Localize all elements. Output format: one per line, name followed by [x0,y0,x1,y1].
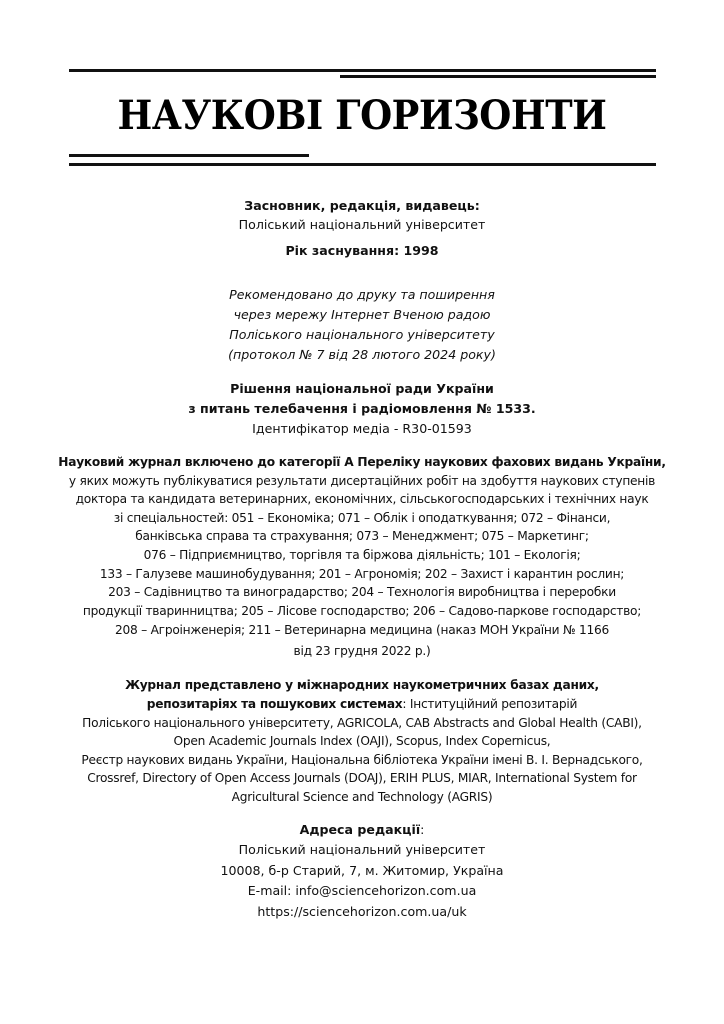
indexing-line: Crossref, Directory of Open Access Journals (DOAJ), ERIH PLUS, MIAR, International System for [87,771,637,786]
council-decision-line: з питань телебачення і радіомовлення № 1533. [188,401,536,416]
recommendation-line: Рекомендовано до друку та поширення [229,287,495,302]
recommendation-line: Поліського національного університету [229,327,495,342]
indexing-heading: Журнал представлено у міжнародних наукометричних базах даних, [125,678,599,693]
indexing-heading-line2 [40,695,684,714]
founder-label: Засновник, редакція, видавець: [244,198,480,213]
header-rule-top-short [340,75,656,78]
header-rule-bottom-long [69,163,656,166]
category-line: банківська справа та страхування; 073 – Менеджмент; 075 – Маркетинг; [135,529,589,544]
address-org: Поліський національний університет [238,842,486,857]
indexing-line: Agricultural Science and Technology (AGRIS) [231,789,493,804]
recommendation-line: через мережу Інтернет Вченою радою [233,307,491,322]
category-line: продукції тваринництва; 205 – Лісове господарство; 206 – Садово-паркове господарство; [82,603,642,618]
indexing-section [40,676,684,806]
address-label-line [40,820,684,841]
address-label-suffix: : [420,821,425,837]
header-rule-bottom-short [69,154,309,157]
address-section [40,820,684,923]
category-line: від 23 грудня 2022 р.) [293,644,431,659]
indexing-line: Реєстр наукових видань України, Національна бібліотека України імені В. І. Вернадського, [81,752,643,767]
category-line: 208 – Агроінженерія; 211 – Ветеринарна медицина (наказ МОН України № 1166 [114,623,610,638]
imprint-page [40,196,684,922]
founder-section [40,196,684,234]
founding-year: Рік заснування: 1998 [285,243,439,258]
category-section [40,453,684,662]
recommendation-section [40,285,684,365]
address-website-link[interactable]: https://sciencehorizon.com.ua/uk [257,903,467,919]
header-rule-top-long [69,69,656,72]
indexing-heading-rest: : Інституційний репозитарій [402,696,578,711]
category-line: 076 – Підприємництво, торгівля та біржова діяльність; 101 – Екологія; [143,547,581,562]
indexing-line: Open Academic Journals Index (OAJI), Scopus, Index Copernicus, [173,734,551,749]
journal-title: НАУКОВІ ГОРИЗОНТИ [117,92,607,139]
category-line: 203 – Садівництво та виноградарство; 204 – Технологія виробництва і переробки [108,585,616,600]
address-email-link[interactable]: E-mail: info@sciencehorizon.com.ua [247,883,477,898]
recommendation-line: (протокол № 7 від 28 лютого 2024 року) [228,347,496,362]
indexing-heading-bold: репозитаріях та пошукових системах [146,696,403,711]
category-line: зі спеціальностей: 051 – Економіка; 071 – Облік і оподаткування; 072 – Фінанси, [113,510,611,525]
founder-value: Поліський національний університет [238,217,486,232]
address-street: 10008, б-р Старий, 7, м. Житомир, Україна [220,862,504,878]
council-decision-section [40,379,684,439]
indexing-line: Поліського національного університету, AGRICOLA, CAB Abstracts and Global Health (CABI), [82,715,642,730]
category-line: у яких можуть публікуватися результати дисертаційних робіт на здобуття наукових ступенів [68,473,656,488]
category-line: 133 – Галузеве машинобудування; 201 – Агрономія; 202 – Захист і карантин рослин; [99,566,625,581]
council-decision-line: Рішення національної ради України [230,381,494,396]
founding-year-section [40,241,684,260]
address-label: Адреса редакції [299,821,421,837]
media-identifier: Ідентифікатор медіа - R30-01593 [252,421,472,436]
category-heading: Науковий журнал включено до категорії А Переліку наукових фахових видань України, [58,455,666,469]
category-line: доктора та кандидата ветеринарних, економічних, сільськогосподарських і технічних наук [75,492,649,507]
